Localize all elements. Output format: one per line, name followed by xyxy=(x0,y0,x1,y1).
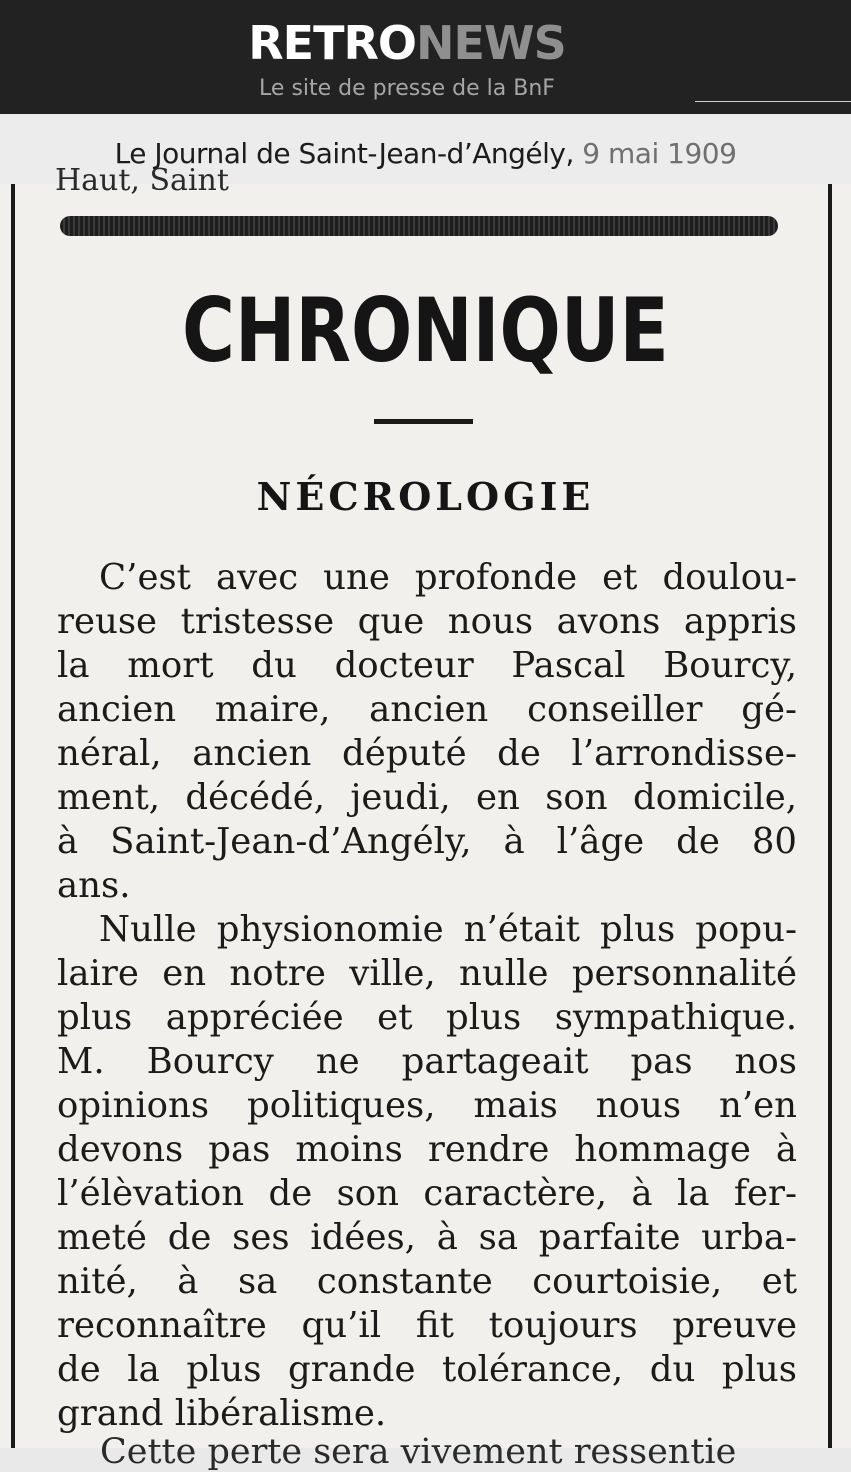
article-body xyxy=(57,556,797,1436)
site-tagline: Le site de presse de la BnF xyxy=(259,76,555,101)
column-rule-right xyxy=(828,184,832,1448)
section-title: CHRONIQUE xyxy=(182,279,669,382)
publication-date: 9 mai 1909 xyxy=(582,137,737,170)
text-line: plus appréciée et plus sympathique. xyxy=(57,997,797,1038)
text-line: nité, à sa constante courtoisie, et xyxy=(57,1261,797,1302)
text-line: meté de ses idées, à sa parfaite urba- xyxy=(57,1217,797,1258)
logo-news: NEWS xyxy=(415,16,566,70)
text-line: reuse tristesse que nous avons appris xyxy=(57,601,797,642)
cutoff-text-bottom: Cette perte sera vivement ressentie xyxy=(100,1432,737,1472)
text-line: la mort du docteur Pascal Bourcy, xyxy=(57,645,797,686)
site-header xyxy=(0,0,851,114)
text-line: devons pas moins rendre hommage à xyxy=(57,1129,797,1170)
cutoff-text-top: Haut, Saint xyxy=(55,163,229,198)
retronews-logo[interactable] xyxy=(0,14,814,72)
section-divider xyxy=(60,216,778,236)
text-line: opinions politiques, mais nous n’en xyxy=(57,1085,797,1126)
newspaper-clipping xyxy=(0,163,851,1472)
article-subtitle: NÉCROLOGIE xyxy=(256,474,595,519)
text-line: Nulle physionomie n’était plus popu- xyxy=(99,909,797,950)
text-line: laire en notre ville, nulle personnalité xyxy=(57,953,797,994)
text-line: grand libéralisme. xyxy=(57,1393,387,1434)
logo-retro: RETRO xyxy=(248,16,416,70)
text-line: ment, décédé, jeudi, en son domicile, xyxy=(57,777,797,818)
text-line: à Saint-Jean-d’Angély, à l’âge de 80 xyxy=(57,821,797,862)
text-line: ans. xyxy=(57,865,131,906)
text-line: M. Bourcy ne partageait pas nos xyxy=(57,1041,797,1082)
title-divider xyxy=(374,419,473,424)
text-line: l’élèvation de son caractère, à la fer- xyxy=(57,1173,797,1214)
text-line: reconnaître qu’il fit toujours preuve xyxy=(57,1305,797,1346)
text-line: de la plus grande tolérance, du plus xyxy=(57,1349,797,1390)
text-line: C’est avec une profonde et doulou- xyxy=(99,557,797,598)
column-rule-left xyxy=(11,184,15,1448)
header-divider xyxy=(695,101,851,102)
journal-name: Le Journal de Saint-Jean-d’Angély, xyxy=(114,137,574,170)
text-line: néral, ancien député de l’arrondisse- xyxy=(57,733,797,774)
text-line: ancien maire, ancien conseiller gé- xyxy=(57,689,797,730)
